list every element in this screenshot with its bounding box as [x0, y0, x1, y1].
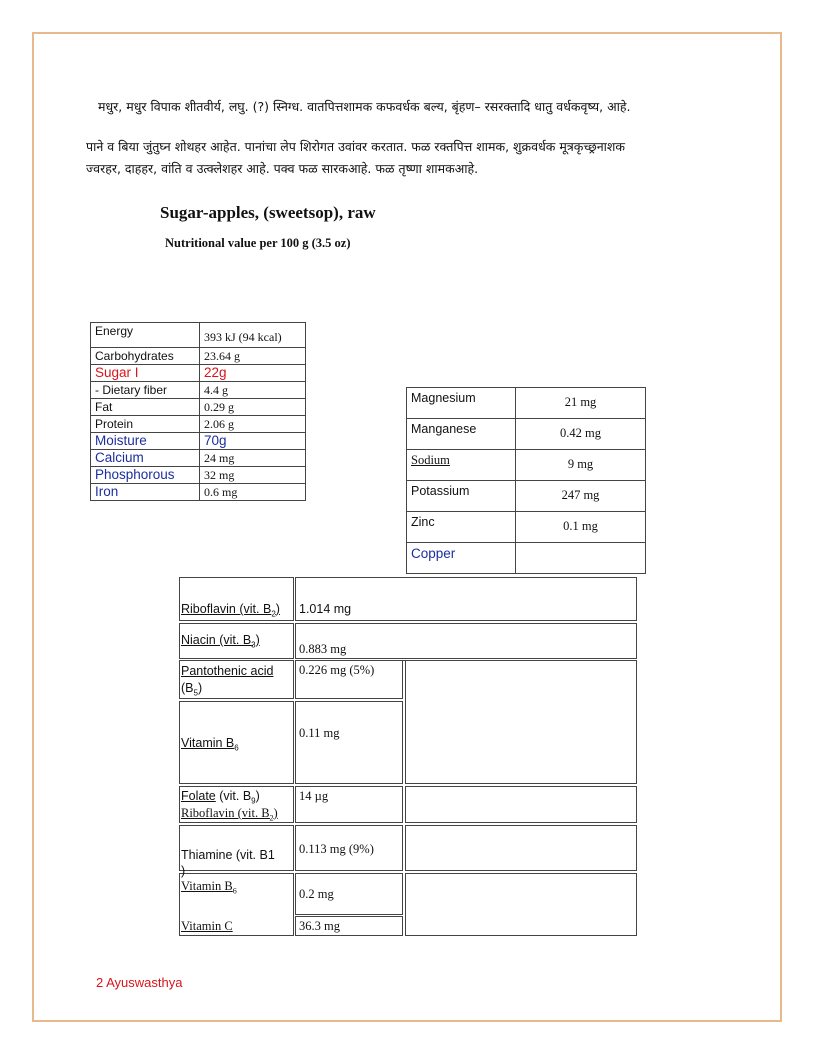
cell-box	[405, 873, 637, 936]
row-value	[516, 543, 646, 574]
folate-value: 14 µg	[299, 789, 329, 803]
row-value: 21 mg	[516, 388, 646, 419]
row-label: Zinc	[407, 512, 516, 543]
row-value: 0.1 mg	[516, 512, 646, 543]
paragraph-2-line-2: ज्वरहर, दाहहर, वांति व उत्क्लेशहर आहे. पक्व फळ सारकआहे. फळ तृष्णा शामकआहे.	[86, 161, 479, 176]
row-label: Protein	[91, 416, 200, 433]
paragraph-2-line-1: पाने व बिया जुंतुघ्न शोथहर आहेत. पानांचा लेप शिरोगत उवांवर करतात. फळ रक्तपित्त शामक, शुक्रवर्धक मूत्रकृच्छ्रनाशक	[86, 139, 625, 154]
row-value: 70g	[200, 433, 306, 450]
table-row	[407, 481, 646, 512]
vitamin-c-value: 36.3 mg	[299, 919, 340, 933]
nutrition-table-main	[90, 322, 306, 501]
table-row	[91, 467, 306, 484]
row-label: Energy	[91, 323, 200, 348]
table-row	[91, 450, 306, 467]
row-label: Carbohydrates	[91, 348, 200, 365]
table-row	[91, 348, 306, 365]
niacin-value: 0.883 mg	[299, 642, 347, 656]
vitamin-b6-value: 0.11 mg	[299, 726, 340, 740]
table-row	[91, 484, 306, 501]
thiamine-value: 0.113 mg (9%)	[299, 842, 374, 856]
row-value: 24 mg	[200, 450, 306, 467]
row-value: 247 mg	[516, 481, 646, 512]
cell-box	[405, 825, 637, 871]
vitamin-b6-2-value: 0.2 mg	[299, 887, 334, 901]
row-label: Sugar I	[91, 365, 200, 382]
table-row	[407, 543, 646, 574]
folate-label: Folate (vit. $B_9$)	[181, 789, 260, 806]
row-label: Manganese	[407, 419, 516, 450]
vitamin-b6-label: Vitamin $B_6$	[181, 736, 239, 753]
row-label: Potassium	[407, 481, 516, 512]
riboflavin-value: 1.014 mg	[299, 602, 352, 616]
cell-box	[405, 786, 637, 823]
pantothenic-value: 0.226 mg (5%)	[299, 663, 375, 677]
row-value: 0.42 mg	[516, 419, 646, 450]
table-row	[91, 323, 306, 348]
row-label: Phosphorous	[91, 467, 200, 484]
cell-box	[295, 701, 403, 784]
table-row	[91, 399, 306, 416]
cell-box	[295, 623, 637, 659]
row-value: 0.29 g	[200, 399, 306, 416]
table-row	[407, 512, 646, 543]
row-label: Copper	[407, 543, 516, 574]
row-label: Sodium	[407, 450, 516, 481]
table-row	[91, 382, 306, 399]
row-label: Fat	[91, 399, 200, 416]
table-row	[91, 433, 306, 450]
row-value: 22g	[200, 365, 306, 382]
row-label: Calcium	[91, 450, 200, 467]
row-label: - Dietary fiber	[91, 382, 200, 399]
table-row	[91, 365, 306, 382]
row-value: 4.4 g	[200, 382, 306, 399]
vitamin-b6-2-label: Vitamin $B_6$	[181, 879, 237, 896]
cell-box	[405, 660, 637, 784]
riboflavin-2-label: Riboflavin (vit. $B_2$)	[181, 806, 278, 823]
nutrition-table-minerals	[406, 387, 646, 574]
table-row	[407, 450, 646, 481]
page-title: Sugar-apples, (sweetsop), raw	[160, 203, 376, 222]
thiamine-label: Thiamine (vit. B1 )	[181, 848, 275, 878]
pantothenic-label: Pantothenic acid $(B_5)$	[181, 664, 274, 698]
paragraph-1: मधुर, मधुर विपाक शीतवीर्य, लघु. (?) स्निग्ध. वातपित्तशामक कफवर्धक बल्य, बृंहण– रसरक्तादि धातु वर्धकवृष्य, आहे.	[98, 99, 631, 114]
row-value: 32 mg	[200, 467, 306, 484]
row-label: Moisture	[91, 433, 200, 450]
vitamin-c-label: Vitamin C	[181, 919, 233, 933]
row-value: 2.06 g	[200, 416, 306, 433]
row-value: 393 kJ (94 kcal)	[200, 323, 306, 348]
row-value: 9 mg	[516, 450, 646, 481]
page-subtitle: Nutritional value per 100 g (3.5 oz)	[165, 236, 351, 250]
page-footer: 2 Ayuswasthya	[96, 975, 183, 990]
riboflavin-label: Riboflavin (vit. $B_2$)	[181, 602, 280, 619]
row-label: Iron	[91, 484, 200, 501]
row-value: 0.6 mg	[200, 484, 306, 501]
table-row	[407, 419, 646, 450]
row-value: 23.64 g	[200, 348, 306, 365]
row-label: Magnesium	[407, 388, 516, 419]
table-row	[91, 416, 306, 433]
niacin-label: Niacin (vit. $B_3$)	[181, 633, 260, 650]
table-row	[407, 388, 646, 419]
